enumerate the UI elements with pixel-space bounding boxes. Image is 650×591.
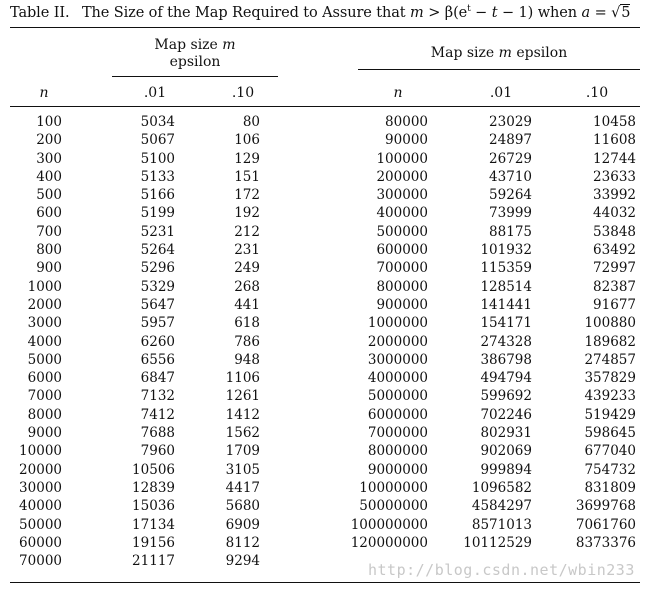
table-cell: 192 [234,205,260,222]
table-cell: 6000000 [367,406,428,423]
table-cell: 59264 [489,187,532,204]
table-cell: 5231 [140,223,175,240]
table-cell: 60000 [19,534,62,551]
table-cell: 999894 [480,461,532,478]
left-eps01-header: .01 [143,85,167,101]
table-cell: 23633 [593,168,636,185]
table-cell: 115359 [480,260,532,277]
table-cell: 786 [234,333,260,350]
table-cell: 5034 [140,114,175,130]
table-cell: 3105 [225,461,260,478]
left-group-epsilon: epsilon [169,54,221,70]
table-cell: 5329 [140,278,175,295]
table-cell: 1000 [27,278,62,295]
left-n-label: n [39,85,49,101]
bottom-rule [10,582,640,583]
table-cell: 900000 [376,296,428,313]
right-group-label: Map size [430,45,495,61]
table-cell: 120000000 [350,534,428,551]
title-eq: = [590,5,612,21]
table-cell: 43710 [489,168,532,185]
title-gt: > [428,5,441,21]
left-eps01-column [110,113,175,570]
table-cell: 12744 [593,150,636,167]
right-n-label: n [393,85,403,101]
table-cell: 91677 [593,296,636,313]
table-cell: 500000 [376,223,428,240]
table-cell: 53848 [593,223,636,240]
title-when: when [533,5,582,21]
table-cell: 23029 [489,114,532,130]
table-cell: 200 [36,132,62,149]
table-cell: 40000 [19,498,62,515]
table-cell: 5264 [140,242,175,259]
table-cell: 19156 [132,534,175,551]
table-cell: 618 [234,315,260,332]
table-cell: 63492 [593,242,636,259]
table-cell: 2000000 [367,333,428,350]
title-text: The Size of the Map Required to Assure that [81,5,406,21]
table-cell: 12839 [132,479,175,496]
table-cell: 7000000 [367,425,428,442]
table-cell: 400000 [376,205,428,222]
table-cell: 231 [234,242,260,259]
table-cell: 5100 [140,150,175,167]
title-sup-t: t [467,4,471,14]
table-cell: 44032 [593,205,636,222]
header-rule [10,106,640,107]
table-cell: 2000 [27,296,62,313]
table-cell: 5000 [27,351,62,368]
table-label: Table II. [10,5,70,21]
table-cell: 6556 [140,351,175,368]
table-cell: 90000 [385,132,428,149]
table-cell: 386798 [480,351,532,368]
table-cell: 5957 [140,315,175,332]
table-cell: 128514 [480,278,532,295]
table-cell: 274328 [480,333,532,350]
table-cell: 441 [234,296,260,313]
left-group-var-m: m [222,37,236,53]
table-cell: 100880 [584,315,636,332]
table-cell: 900 [36,260,62,277]
table-cell: 274857 [584,351,636,368]
right-group-var-m: m [498,45,512,61]
right-n-header [378,85,418,102]
left-group-header [112,37,278,71]
table-cell: 9000000 [367,461,428,478]
table-cell: 50000000 [359,498,428,515]
left-group-rule [112,76,278,77]
table-cell: 26729 [489,150,532,167]
table-cell: 1562 [225,425,260,442]
table-cell: 300 [36,150,62,167]
table-cell: 17134 [132,516,175,533]
right-group-epsilon: epsilon [516,45,568,61]
table-cell: 300000 [376,187,428,204]
table-cell: 3000 [27,315,62,332]
table-cell: 800 [36,242,62,259]
table-cell: 10112529 [463,534,532,551]
table-cell: 831809 [584,479,636,496]
table-cell: 4417 [225,479,260,496]
table-cell: 500 [36,187,62,204]
table-cell: 5296 [140,260,175,277]
right-group-rule [358,69,640,70]
table-cell: 151 [234,168,260,185]
title-var-t: t [491,5,498,21]
left-eps10-header: .10 [231,85,255,101]
title-sqrt-value: 5 [621,5,631,21]
table-cell: 5680 [225,498,260,515]
table-cell: 10000000 [359,479,428,496]
right-n-column [340,113,428,552]
table-cell: 1412 [225,406,260,423]
table-cell: 7132 [140,388,175,405]
table-cell: 3000000 [367,351,428,368]
table-cell: 700 [36,223,62,240]
title-var-m: m [410,5,424,21]
table-cell: 73999 [489,205,532,222]
title-sqrt-sign: √ [611,5,621,21]
left-n-column [10,113,62,570]
table-cell: 10000 [19,443,62,460]
title-beta: β(e [444,5,468,21]
table-title [10,4,646,21]
watermark-text: http://blog.csdn.net/wbin233 [368,561,635,579]
title-minus-one: − 1) [497,5,534,21]
table-cell: 1000000 [367,315,428,332]
table-cell: 5647 [140,296,175,313]
right-eps01-column [450,113,532,552]
table-cell: 172 [234,187,260,204]
table-cell: 9294 [225,553,260,570]
table-cell: 948 [234,351,260,368]
table-cell: 141441 [480,296,532,313]
table-cell: 21117 [132,553,175,570]
table-cell: 11608 [593,132,636,149]
table-cell: 1261 [225,388,260,405]
table-cell: 600 [36,205,62,222]
table-cell: 154171 [480,315,532,332]
table-cell: 1709 [225,443,260,460]
right-eps10-header: .10 [585,85,609,101]
table-cell: 100 [36,114,62,130]
table-cell: 599692 [480,388,532,405]
table-cell: 33992 [593,187,636,204]
table-cell: 4000 [27,333,62,350]
table-cell: 200000 [376,168,428,185]
table-cell: 189682 [584,333,636,350]
table-cell: 3699768 [575,498,636,515]
table-cell: 100000000 [350,516,428,533]
table-cell: 677040 [584,443,636,460]
table-cell: 72997 [593,260,636,277]
table-cell: 5000000 [367,388,428,405]
table-cell: 4584297 [471,498,532,515]
table-cell: 10506 [132,461,175,478]
table-cell: 10458 [593,114,636,130]
table-cell: 80000 [385,114,428,130]
table-cell: 20000 [19,461,62,478]
table-cell: 802931 [480,425,532,442]
table-cell: 100000 [376,150,428,167]
table-cell: 8373376 [575,534,636,551]
table-cell: 80 [242,114,260,130]
table-cell: 268 [234,278,260,295]
table-cell: 101932 [480,242,532,259]
table-cell: 6847 [140,370,175,387]
table-cell: 15036 [132,498,175,515]
table-cell: 7000 [27,388,62,405]
table-cell: 129 [234,150,260,167]
table-cell: 754732 [584,461,636,478]
left-n-header [24,85,64,102]
table-cell: 7688 [140,425,175,442]
table-cell: 30000 [19,479,62,496]
table-cell: 106 [234,132,260,149]
table-cell: 8000 [27,406,62,423]
table-cell: 5199 [140,205,175,222]
table-cell: 1106 [225,370,260,387]
table-cell: 598645 [584,425,636,442]
table-cell: 8571013 [471,516,532,533]
table-cell: 7412 [140,406,175,423]
table-cell: 9000 [27,425,62,442]
right-group-header [358,45,640,62]
table-cell: 6909 [225,516,260,533]
table-cell: 600000 [376,242,428,259]
table-cell: 5166 [140,187,175,204]
table-cell: 70000 [19,553,62,570]
table-cell: 494794 [480,370,532,387]
table-cell: 5133 [140,168,175,185]
title-var-a: a [581,5,591,21]
table-cell: 357829 [584,370,636,387]
table-cell: 249 [234,260,260,277]
table-cell: 800000 [376,278,428,295]
table-cell: 702246 [480,406,532,423]
table-cell: 24897 [489,132,532,149]
table-cell: 519429 [584,406,636,423]
table-cell: 6000 [27,370,62,387]
table-cell: 6260 [140,333,175,350]
left-group-label: Map size [154,37,218,53]
table-cell: 5067 [140,132,175,149]
table-cell: 88175 [489,223,532,240]
table-cell: 8112 [225,534,260,551]
left-eps10-column [210,113,260,570]
table-cell: 7960 [140,443,175,460]
table-cell: 50000 [19,516,62,533]
table-cell: 700000 [376,260,428,277]
table-cell: 8000000 [367,443,428,460]
table-cell: 1096582 [471,479,532,496]
right-eps01-header: .01 [489,85,513,101]
table-cell: 4000000 [367,370,428,387]
table-cell: 7061760 [575,516,636,533]
table-cell: 400 [36,168,62,185]
right-eps10-column [555,113,636,552]
top-rule [10,27,640,28]
title-minus: − [470,5,492,21]
table-cell: 439233 [584,388,636,405]
table-cell: 82387 [593,278,636,295]
table-cell: 902069 [480,443,532,460]
table-cell: 212 [234,223,260,240]
